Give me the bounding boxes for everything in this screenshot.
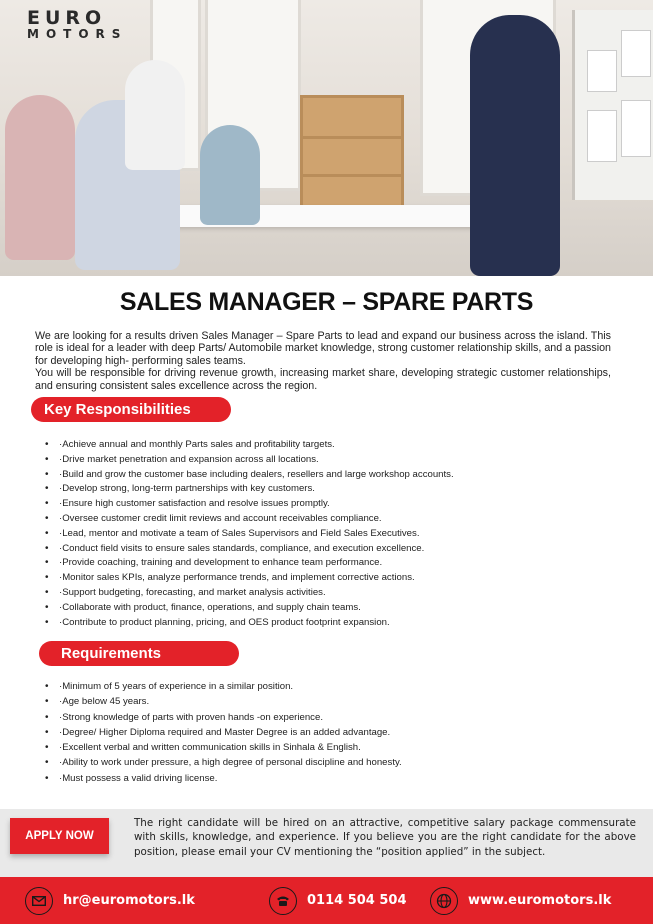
job-title: SALES MANAGER – SPARE PARTS	[119, 288, 534, 316]
apply-text: The right candidate will be hired on an attractive, competitive salary package commensurate with skills, knowledge, and experience. If you believe you are the right candidate for the above position, please email your CV mentioning the “position applied” in the subject.	[134, 817, 636, 858]
list-item: • ·Provide coaching, training and development to enhance team performance.	[45, 556, 454, 571]
person	[200, 125, 260, 225]
intro-paragraph: We are looking for a results driven Sales Manager – Spare Parts to lead and expand our business across the island. This role is ideal for a leader with deep Parts/ Automobile market knowledge, strong customer relationship skills, and a passion for developing high- performing sales teams.	[35, 330, 611, 367]
person	[125, 60, 185, 170]
list-item: • ·Strong knowledge of parts with proven hands -on experience.	[45, 710, 402, 725]
list-item: • ·Lead, mentor and motivate a team of Sales Supervisors and Field Sales Executives.	[45, 527, 454, 542]
requirements-list	[45, 679, 402, 786]
intro-paragraph: You will be responsible for driving revenue growth, increasing market share, developing strategic customer relationships, and ensuring consistent sales excellence across the region.	[35, 367, 611, 392]
intro	[35, 330, 611, 392]
list-item: • ·Drive market penetration and expansion across all locations.	[45, 453, 454, 468]
phone-number[interactable]: 0114 504 504	[307, 893, 407, 908]
list-item: • ·Monitor sales KPIs, analyze performance trends, and implement corrective actions.	[45, 571, 454, 586]
bookshelf	[300, 95, 404, 221]
logo-line-1: EURO	[27, 7, 107, 29]
list-item: • ·Ensure high customer satisfaction and resolve issues promptly.	[45, 497, 454, 512]
list-item: • ·Contribute to product planning, pricing, and OES product footprint expansion.	[45, 616, 454, 631]
list-item: • ·Must possess a valid driving license.	[45, 771, 402, 786]
responsibilities-heading: Key Responsibilities	[31, 397, 231, 422]
list-item: • ·Conduct field visits to ensure sales standards, compliance, and execution excellence.	[45, 542, 454, 557]
telephone-icon	[269, 887, 297, 915]
list-item: • ·Ability to work under pressure, a high degree of personal discipline and honesty.	[45, 755, 402, 770]
email-contact[interactable]	[25, 877, 195, 924]
requirements-heading: Requirements	[39, 641, 239, 666]
responsibilities-list	[45, 438, 454, 630]
presenter	[470, 15, 560, 276]
list-item: • ·Degree/ Higher Diploma required and Master Degree is an added advantage.	[45, 725, 402, 740]
person	[5, 95, 75, 260]
website-contact[interactable]	[430, 877, 611, 924]
list-item: • ·Collaborate with product, finance, operations, and supply chain teams.	[45, 601, 454, 616]
phone-contact[interactable]	[269, 877, 407, 924]
contact-footer	[0, 877, 653, 924]
globe-icon	[430, 887, 458, 915]
website-link[interactable]: www.euromotors.lk	[468, 893, 612, 908]
list-item: • ·Age below 45 years.	[45, 694, 402, 709]
logo-line-2: MOTORS	[27, 27, 128, 41]
list-item: • ·Excellent verbal and written communication skills in Sinhala & English.	[45, 740, 402, 755]
email-link[interactable]: hr@euromotors.lk	[63, 893, 195, 908]
apply-now-button[interactable]: APPLY NOW	[10, 818, 109, 854]
list-item: • ·Oversee customer credit limit reviews and account receivables compliance.	[45, 512, 454, 527]
list-item: • ·Build and grow the customer base including dealers, resellers and large workshop accounts.	[45, 468, 454, 483]
hero-photo	[0, 0, 653, 276]
list-item: • ·Support budgeting, forecasting, and market analysis activities.	[45, 586, 454, 601]
presentation-board	[572, 10, 653, 200]
euromotors-logo	[27, 8, 137, 41]
list-item: • ·Achieve annual and monthly Parts sales and profitability targets.	[45, 438, 454, 453]
list-item: • ·Develop strong, long-term partnerships with key customers.	[45, 482, 454, 497]
envelope-icon	[25, 887, 53, 915]
list-item: • ·Minimum of 5 years of experience in a similar position.	[45, 679, 402, 694]
